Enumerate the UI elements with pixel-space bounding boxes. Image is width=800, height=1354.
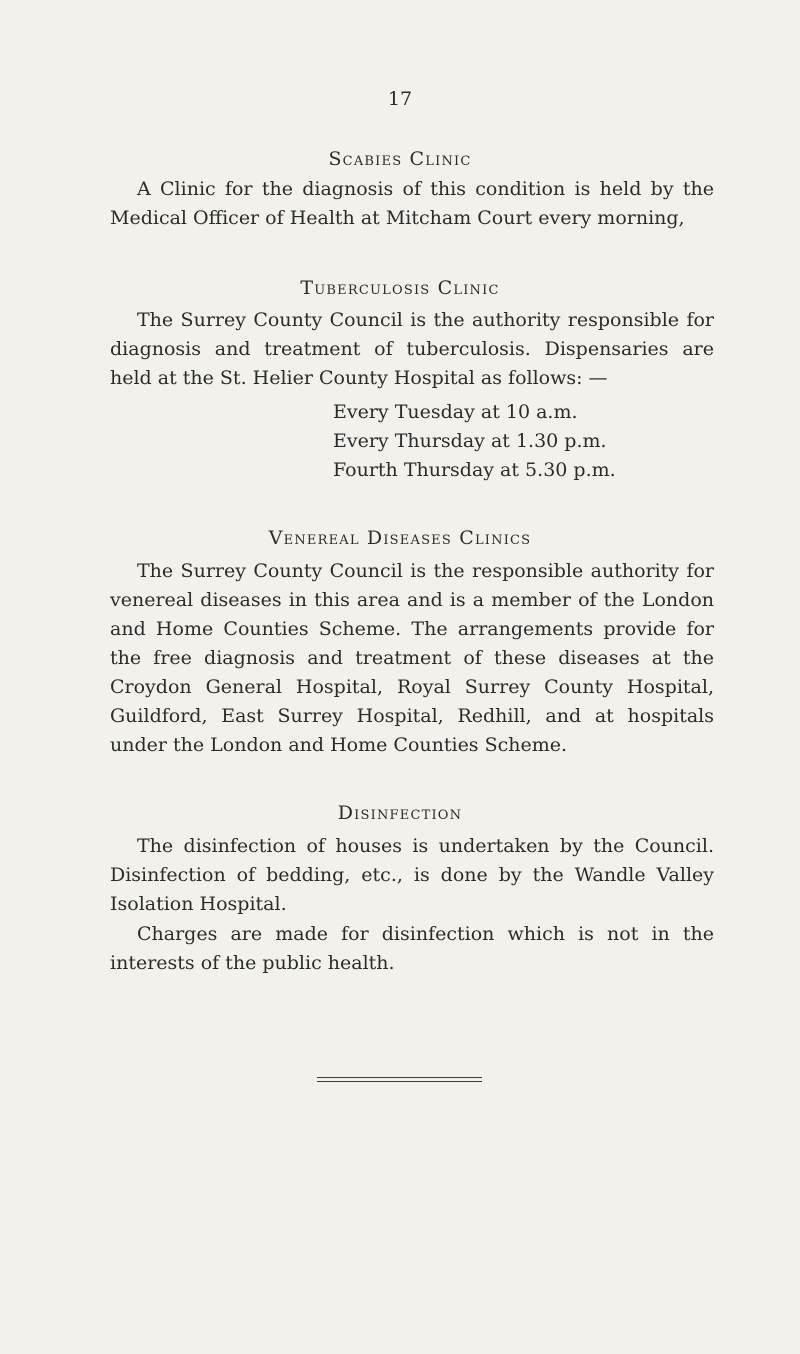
- schedule-item-fourth-thursday: Fourth Thursday at 5.30 p.m.: [333, 459, 616, 481]
- venereal-diseases-heading: Venereal Diseases Clinics: [268, 527, 532, 549]
- tuberculosis-clinic-paragraph: The Surrey County Council is the authority responsible for diagnosis and treatment of tuberculosis. Dispensaries are held at the St. Helier County Hospital as follows: —: [110, 309, 714, 389]
- closing-rule-bottom: [317, 1081, 482, 1082]
- tuberculosis-clinic-heading: Tuberculosis Clinic: [300, 277, 500, 299]
- schedule-item-thursday: Every Thursday at 1.30 p.m.: [333, 430, 607, 452]
- scabies-clinic-paragraph: A Clinic for the diagnosis of this condition is held by the Medical Officer of Health at Mitcham Court every morning,: [110, 178, 714, 229]
- venereal-diseases-paragraph: The Surrey County Council is the responsible authority for venereal diseases in this area and is a member of the London and Home Counties Scheme. The arrangements provide for the free diagnosis and treatment of these diseases at the Croydon General Hospital, Royal Surrey County Hospital, Guildford, East Surrey Hospital, Redhill, and at hospitals under the London and Home Counties Scheme.: [110, 560, 714, 756]
- disinfection-paragraph-1: The disinfection of houses is undertaken by the Council. Disinfection of bedding, etc., is done by the Wandle Valley Isolation Hospital.: [110, 835, 714, 915]
- disinfection-heading: Disinfection: [337, 802, 463, 824]
- closing-rule-top: [317, 1077, 482, 1078]
- page-number: 17: [387, 88, 413, 110]
- scabies-clinic-heading: Scabies Clinic: [328, 148, 472, 170]
- schedule-item-tuesday: Every Tuesday at 10 a.m.: [333, 401, 578, 423]
- disinfection-paragraph-2: Charges are made for disinfection which is not in the interests of the public health.: [110, 923, 714, 974]
- dispensary-schedule: [333, 398, 616, 485]
